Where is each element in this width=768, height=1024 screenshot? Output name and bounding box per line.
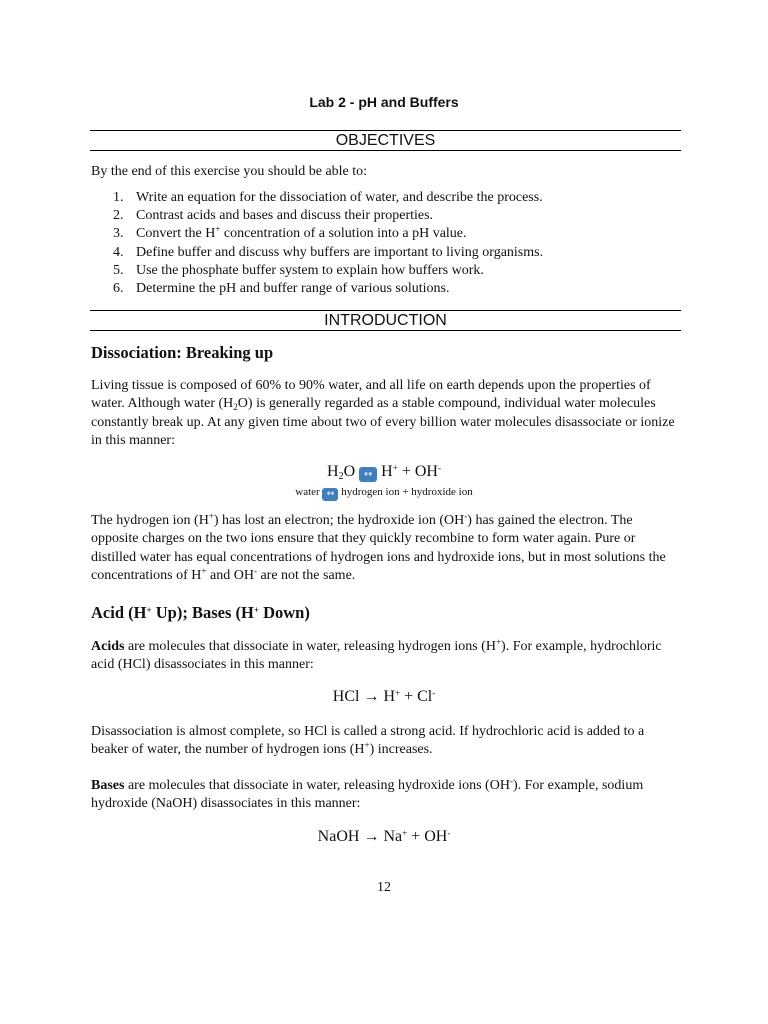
objective-item [113, 244, 683, 262]
objective-item [113, 189, 683, 207]
superscript: - [464, 511, 468, 521]
superscript: + [392, 463, 398, 473]
text-run: are molecules that dissociate in water, releasing hydrogen ions (H [124, 639, 496, 654]
objective-item [113, 225, 683, 243]
eq-text: NaOH → Na [317, 828, 403, 845]
caption-text: water [295, 486, 320, 498]
objective-text: concentration of a solution into a pH value. [220, 226, 467, 242]
eq-text: H [381, 463, 393, 480]
eq-text: + Cl [400, 688, 433, 705]
superscript: + [146, 605, 152, 615]
text-run: The hydrogen ion (H [91, 513, 209, 528]
text-run: Living tissue is composed of 60% to 90% water, and all life on earth depends upon the properties of water. Although water (H [91, 378, 651, 412]
strong-acid-paragraph [91, 723, 683, 760]
subscript: 2 [233, 402, 238, 413]
document-title: Lab 2 - pH and Buffers [309, 94, 459, 110]
eq-text: + OH [407, 828, 448, 845]
superscript: + [253, 605, 259, 615]
objective-text: Determine the pH and buffer range of various solutions. [136, 280, 450, 296]
text-run: Acid (H [91, 603, 147, 622]
objective-item [113, 262, 683, 280]
objective-text: Use the phosphate buffer system to explain how buffers work. [136, 262, 484, 278]
objective-number: 1. [113, 190, 124, 205]
introduction-heading: INTRODUCTION [90, 310, 681, 331]
superscript: + [201, 565, 207, 576]
superscript: - [509, 776, 513, 786]
superscript: + [402, 828, 408, 838]
objectives-intro: By the end of this exercise you should be able to: [91, 164, 368, 179]
eq-text: HCl → H [332, 688, 395, 705]
water-dissociation-equation [0, 463, 768, 482]
text-run: are not the same. [256, 567, 356, 583]
superscript: - [253, 565, 257, 576]
superscript: - [432, 688, 436, 698]
double-arrow-icon: ↔ [359, 467, 377, 482]
dissociation-heading: Dissociation: Breaking up [91, 343, 274, 362]
text-run: Up); Bases (H [151, 603, 254, 622]
page-number: 12 [377, 880, 391, 895]
objective-number: 2. [113, 208, 124, 224]
hcl-equation [0, 688, 768, 706]
objective-text: Define buffer and discuss why buffers are important to living organisms. [136, 244, 544, 260]
text-run: ) has lost an electron; the hydroxide ion (OH [213, 513, 465, 528]
subscript: 2 [338, 471, 344, 482]
text-run: are molecules that dissociate in water, releasing hydroxide ions (OH [124, 778, 510, 793]
objective-item [113, 207, 683, 225]
superscript: - [447, 828, 451, 838]
bold-term: Acids [91, 639, 125, 654]
hydrogen-ion-paragraph [91, 512, 683, 585]
double-arrow-icon: ↔ [322, 488, 338, 501]
eq-text: O [343, 463, 356, 480]
acids-paragraph [91, 638, 683, 675]
text-run: ) has gained the electron. The opposite charges on the two ions ensure that they quickly recombine to form water again. Pure or distilled water has equal concentrations of hydrogen ions and hydroxide ions, but in most solutions the concentrations of H [91, 513, 666, 583]
bold-term: Bases [91, 778, 125, 793]
objective-item [113, 280, 683, 298]
objective-text: Convert the H [136, 226, 216, 242]
eq-text: + OH [397, 463, 438, 480]
text-run: ). For example, hydrochloric acid (HCl) disassociates in this manner: [91, 639, 662, 673]
text-run: and OH [206, 567, 254, 583]
superscript: + [395, 688, 401, 698]
naoh-equation [0, 828, 768, 846]
superscript: + [208, 511, 214, 521]
objective-number: 6. [113, 280, 124, 296]
text-run: O) is generally regarded as a stable compound, individual water molecules constantly break up. At any given time about two of every billion water molecules disassociate or ionize in this manner: [91, 396, 675, 448]
superscript: - [437, 463, 441, 473]
dissociation-paragraph [91, 377, 683, 450]
objective-number: 3. [113, 226, 124, 242]
superscript: + [495, 637, 502, 647]
objectives-list [113, 189, 683, 298]
objective-text: Write an equation for the dissociation of water, and describe the process. [136, 190, 543, 205]
objective-number: 4. [113, 244, 124, 260]
objective-number: 5. [113, 262, 124, 278]
eq-text: H [327, 463, 339, 480]
text-run: ) increases. [369, 742, 433, 758]
text-run: ). For example, sodium hydroxide (NaOH) disassociates in this manner: [91, 778, 644, 812]
equation-caption [0, 486, 768, 501]
objective-text: Contrast acids and bases and discuss their properties. [136, 208, 434, 224]
bases-paragraph [91, 777, 683, 814]
text-run: Disassociation is almost complete, so HCl is called a strong acid. If hydrochloric acid is added to a beaker of water, the number of hydrogen ions (H [91, 724, 645, 758]
superscript: + [364, 740, 370, 751]
acids-bases-heading [91, 603, 310, 623]
caption-text: hydrogen ion + hydroxide ion [341, 486, 473, 498]
text-run: Down) [258, 603, 310, 622]
objectives-heading: OBJECTIVES [90, 130, 681, 151]
superscript: + [215, 224, 221, 235]
